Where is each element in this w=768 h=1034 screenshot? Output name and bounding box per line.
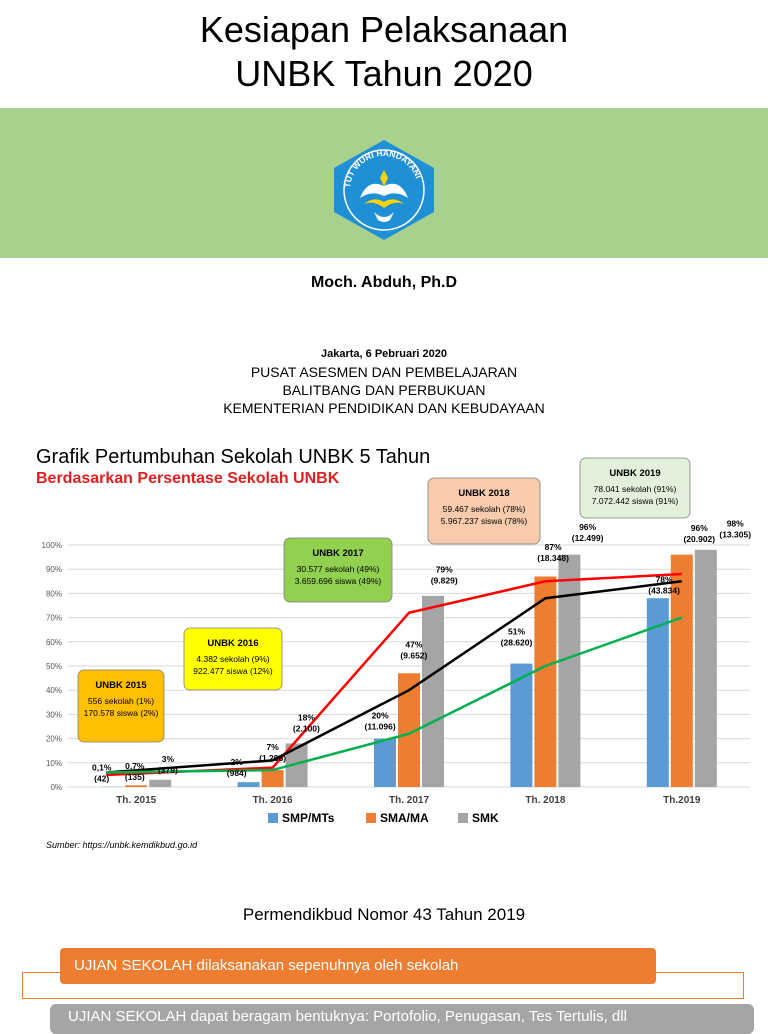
data-label: (12.499) [572,533,604,543]
connector-line [22,998,744,999]
bar-smk [422,596,444,787]
bar-smama [125,785,147,787]
data-label: 79% [436,564,453,574]
y-tick-label: 100% [42,541,62,550]
data-label: 20% [372,711,389,721]
y-tick-label: 50% [46,662,62,671]
chart-subtitle: Berdasarkan Persentase Sekolah UNBK [36,470,339,488]
legend-swatch [458,813,468,823]
y-tick-label: 0% [50,783,62,792]
institution-line-3: KEMENTERIAN PENDIDIKAN DAN KEBUDAYAAN [0,400,768,416]
y-tick-label: 80% [46,589,62,598]
y-tick-label: 90% [46,565,62,574]
data-label: (9.652) [400,651,427,661]
bar-smk [149,780,171,787]
data-label: 98% [727,518,744,528]
title-line-2: UNBK Tahun 2020 [0,52,768,96]
x-tick-label: Th. 2018 [525,795,565,806]
author-name: Moch. Abduh, Ph.D [0,274,768,292]
callout-title: UNBK 2016 [207,638,258,649]
callout-text: 170.578 siswa (2%) [84,708,159,718]
page-title [0,8,768,96]
y-tick-label: 70% [46,614,62,623]
data-label: 18% [298,713,315,723]
chart-title: Grafik Pertumbuhan Sekolah UNBK 5 Tahun [36,446,430,469]
callout-title: UNBK 2018 [458,488,509,499]
legend-label: SMK [472,811,499,825]
callout-text: 556 sekolah (1%) [88,696,154,706]
data-label: (984) [227,768,247,778]
data-label: 47% [405,640,422,650]
data-label: (1.298) [259,753,286,763]
bar-smpmts [238,782,260,787]
legend-swatch [366,813,376,823]
data-label: 78% [656,574,673,584]
callout-title: UNBK 2017 [312,548,363,559]
data-label: 96% [579,522,596,532]
callout-text: 7.072.442 siswa (91%) [592,496,679,506]
legend-label: SMP/MTs [282,811,335,825]
y-tick-label: 30% [46,710,62,719]
regulation-heading: Permendikbud Nomor 43 Tahun 2019 [0,905,768,925]
data-label: (28.620) [501,637,533,647]
bar-smpmts [374,739,396,787]
data-label: 7% [266,742,279,752]
tut-wuri-handayani-logo [330,138,438,242]
connector-line [22,972,60,973]
callout-text: 4.382 sekolah (9%) [196,654,269,664]
growth-chart [0,430,768,840]
callout-title: UNBK 2019 [609,468,660,479]
institution-line-1: PUSAT ASESMEN DAN PEMBELAJARAN [0,364,768,380]
data-label: (42) [94,773,109,783]
x-tick-label: Th. 2016 [253,795,293,806]
data-label: 87% [545,542,562,552]
callout-text: 30.577 sekolah (49%) [297,564,380,574]
data-label: (11.096) [364,722,395,732]
data-label: (9.829) [431,575,458,585]
data-label: (43.834) [648,585,680,595]
data-label: (379) [158,765,178,775]
connector-line [22,972,23,998]
connector-line [656,972,744,973]
bar-smk [695,550,717,787]
title-line-1: Kesiapan Pelaksanaan [0,8,768,52]
data-label: 96% [691,523,708,533]
institution-line-2: BALITBANG DAN PERBUKUAN [0,382,768,398]
callout-text: 59.467 sekolah (78%) [443,504,526,514]
bar-smk [558,555,580,787]
y-tick-label: 60% [46,638,62,647]
x-tick-label: Th.2019 [663,795,701,806]
y-tick-label: 20% [46,735,62,744]
callout-text: 5.967.237 siswa (78%) [441,516,528,526]
callout-text: 3.659.696 siswa (49%) [295,576,382,586]
data-label: (20.902) [683,534,715,544]
data-label: (135) [125,772,145,782]
legend-swatch [268,813,278,823]
connector-line [743,972,744,998]
data-label: (2.100) [293,724,320,734]
data-label: 0,1% [92,762,112,772]
callout-text: 922.477 siswa (12%) [193,666,273,676]
y-tick-label: 40% [46,686,62,695]
data-label: 0,7% [125,761,145,771]
data-label: 2% [231,757,244,767]
callout-text: 78.041 sekolah (91%) [594,484,677,494]
bullet-ujian-sekolah-1: UJIAN SEKOLAH dilaksanakan sepenuhnya oleh sekolah [60,948,656,984]
data-label: 51% [508,626,525,636]
bar-smama [534,576,556,787]
place-date: Jakarta, 6 Pebruari 2020 [0,348,768,360]
x-tick-label: Th. 2017 [389,795,429,806]
bullet-ujian-sekolah-2: UJIAN SEKOLAH dapat beragam bentuknya: Portofolio, Penugasan, Tes Tertulis, dll [50,1004,754,1034]
source-note: Sumber: https://unbk.kemdikbud.go.id [46,840,197,850]
bar-smama [262,770,284,787]
data-label: (13.305) [719,529,751,539]
data-label: 3% [162,754,175,764]
data-label: (18.348) [537,553,569,563]
callout-title: UNBK 2015 [95,680,147,691]
y-tick-label: 10% [46,759,62,768]
x-tick-label: Th. 2015 [116,795,156,806]
legend-label: SMA/MA [380,811,429,825]
logo-text: TUT WURI HANDAYANI [342,148,424,188]
